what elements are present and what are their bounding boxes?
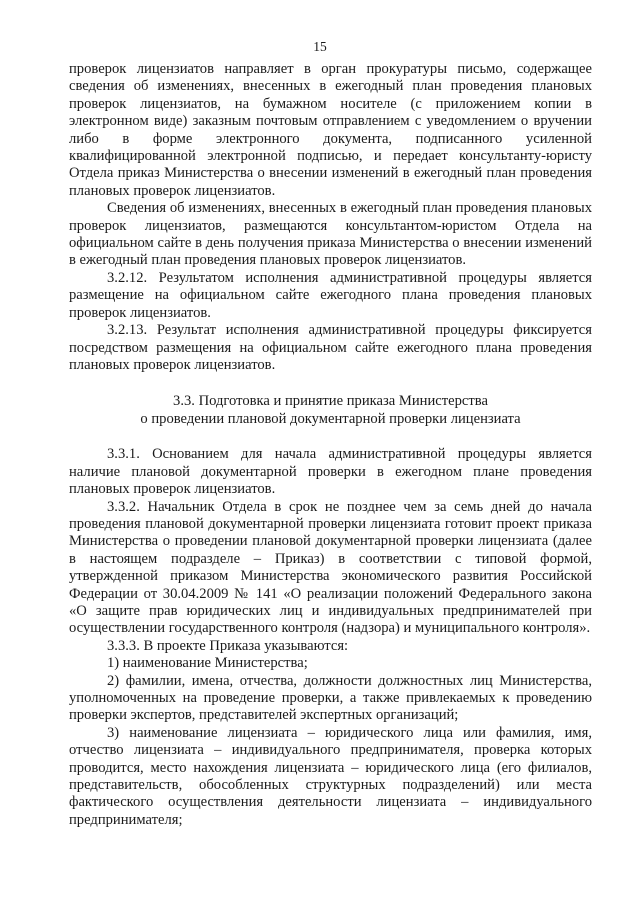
paragraph-3-3-2: 3.3.2. Начальник Отдела в срок не позднее чем за семь дней до начала проведения плановой документарной проверки лицензиата готовит проект приказа Министерства о проведении плановой документарной проверки лицензиата (далее в настоящем подразделе – Приказ) в соответствии с типовой формой, утвержденной приказом Министерства экономического развития Российской Федерации от 30.04.2009 № 141 «О реализации положений Федерального закона «О защите прав юридических лиц и индивидуальных предпринимателей при осуществлении государственного контроля (надзора) и муниципального контроля». — [69, 498, 592, 637]
paragraph-3-3-1: 3.3.1. Основанием для начала административной процедуры является наличие плановой документарной проверки в ежегодном плане проведения плановых проверок лицензиатов. — [69, 446, 592, 498]
document-body — [69, 61, 592, 829]
list-item-2: 2) фамилии, имена, отчества, должности должностных лиц Министерства, уполномоченных на проведение проверки, а также привлекаемых к проведению проверки экспертов, представителей экспертных организаций; — [69, 672, 592, 724]
paragraph-continuation: проверок лицензиатов направляет в орган прокуратуры письмо, содержащее сведения об изменениях, внесенных в ежегодный план проведения плановых проверок лицензиатов, на бумажном носителе (с приложением копии в электронном виде) заказным почтовым отправлением с уведомлением о вручении либо в форме электронного документа, подписанного усиленной квалифицированной электронной подписью, и передает консультанту-юристу Отдела приказ Министерства о внесении изменений в ежегодный план проведения плановых проверок лицензиатов. — [69, 61, 592, 199]
section-heading-3-3 — [69, 393, 592, 428]
page-number: 15 — [313, 39, 327, 54]
paragraph-3-2-12: 3.2.12. Результатом исполнения административной процедуры является размещение на официальном сайте ежегодного плана проведения плановых проверок лицензиатов. — [69, 269, 592, 321]
paragraph-3-3-3: 3.3.3. В проекте Приказа указываются: — [107, 637, 349, 654]
paragraph-3-2-13: 3.2.13. Результат исполнения административной процедуры фиксируется посредством размещения на официальном сайте ежегодного плана проведения плановых проверок лицензиатов. — [69, 322, 592, 373]
paragraph-changes-info: Сведения об изменениях, внесенных в ежегодный план проведения плановых проверок лицензиатов, размещаются консультантом-юристом Отдела на официальном сайте в день получения приказа Министерства о внесении изменений в ежегодный план проведения плановых проверок лицензиатов. — [69, 200, 592, 269]
section-heading-line-1: 3.3. Подготовка и принятие приказа Министерства — [173, 393, 488, 410]
list-item-1: 1) наименование Министерства; — [107, 655, 308, 672]
list-item-3: 3) наименование лицензиата – юридического лица или фамилия, имя, отчество лицензиата – индивидуального предпринимателя, проверка которых проводится, место нахождения лицензиата – юридического лица (его филиалов, представительств, обособленных структурных подразделений) или места фактического осуществления деятельности лицензиата – индивидуального предпринимателя; — [69, 724, 592, 828]
section-heading-line-2: о проведении плановой документарной проверки лицензиата — [140, 410, 521, 427]
